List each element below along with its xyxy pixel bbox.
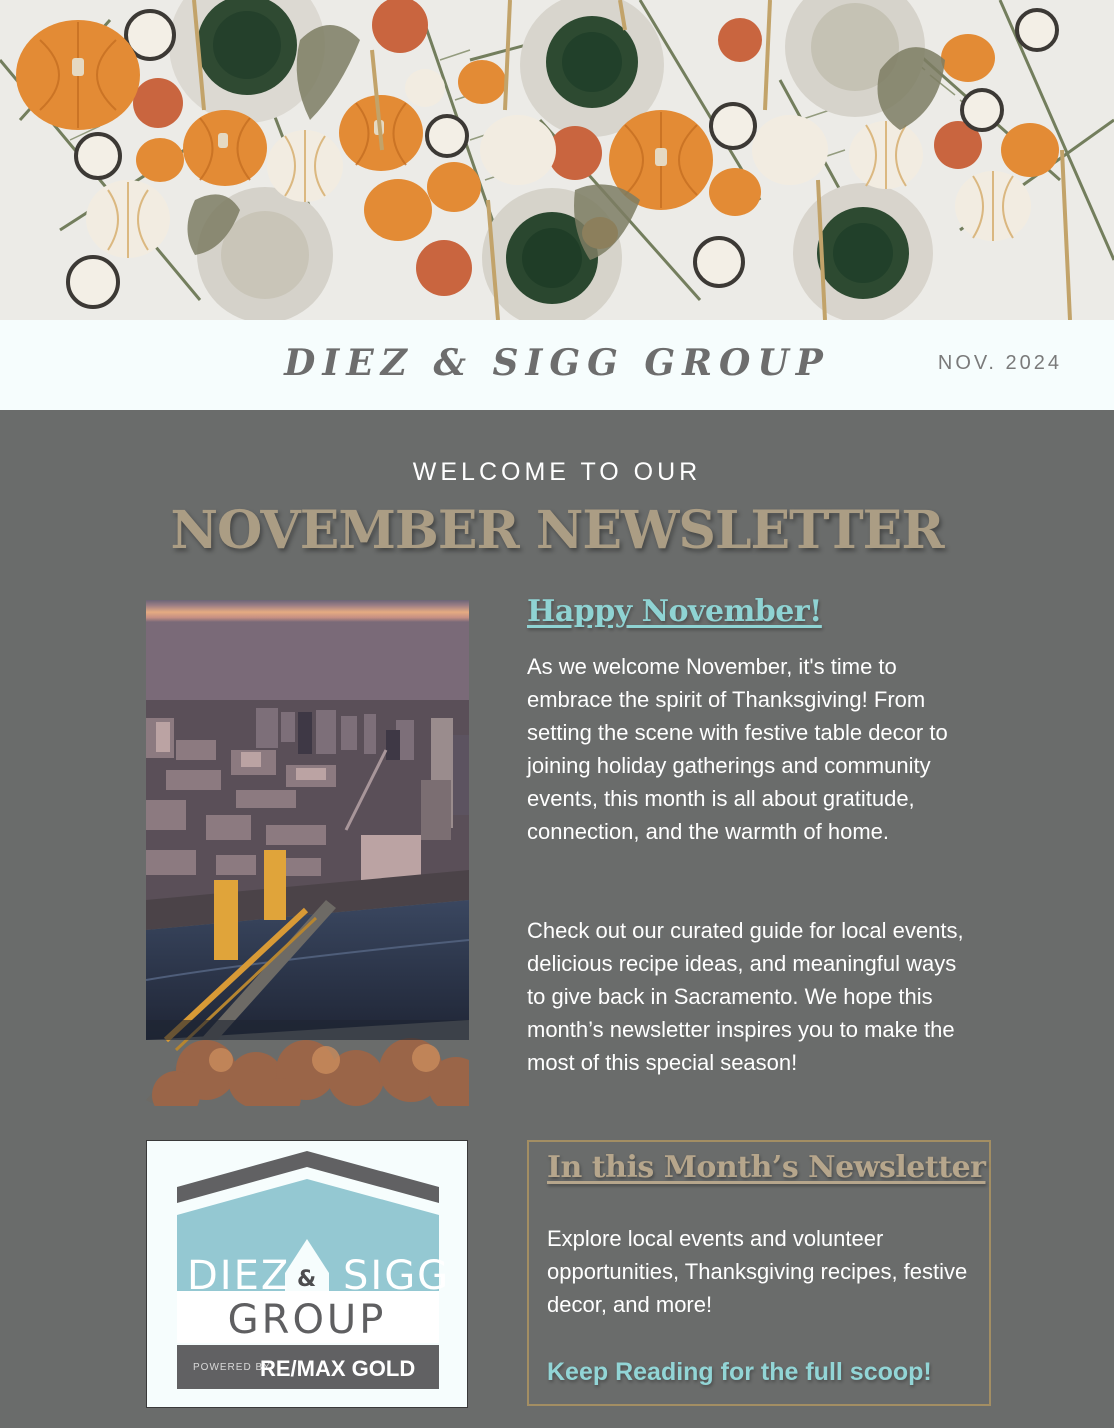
- logo-powered-by: POWERED BY: [193, 1362, 271, 1373]
- logo-word-group: GROUP: [227, 1297, 387, 1343]
- contents-summary: Explore local events and volunteer opportunities, Thanksgiving recipes, festive decor, and more!: [547, 1226, 968, 1317]
- logo-word-diez: DIEZ: [187, 1253, 291, 1299]
- brand-name: DIEZ & SIGG GROUP: [284, 342, 830, 384]
- intro-paragraph-2: Check out our curated guide for local events, delicious recipe ideas, and meaningful ways to give back in Sacramento. We hope this month’s newsletter inspires you to make the most of this special season!: [527, 918, 964, 1075]
- intro-heading: Happy November!: [527, 594, 822, 629]
- logo-remax-gold: RE/MAX GOLD: [260, 1356, 416, 1381]
- hero-thanksgiving-table-photo: [0, 0, 1114, 320]
- keep-reading-link[interactable]: Keep Reading for the full scoop!: [547, 1358, 932, 1386]
- newsletter-title: NOVEMBER NEWSLETTER: [170, 500, 944, 561]
- sacramento-city-photo: [146, 600, 469, 1106]
- logo-word-sigg: SIGG: [343, 1253, 451, 1299]
- issue-date: NOV. 2024: [937, 352, 1062, 374]
- contents-heading: In this Month’s Newsletter: [547, 1150, 986, 1185]
- logo-ampersand: &: [297, 1267, 317, 1292]
- diez-sigg-logo: [146, 1140, 468, 1408]
- intro-paragraph-1: As we welcome November, it's time to embrace the spirit of Thanksgiving! From setting the scene with festive table decor to joining holiday gatherings and community events, this month is all about gratitude, connection, and the warmth of home.: [527, 654, 948, 844]
- welcome-kicker: WELCOME TO OUR: [412, 458, 702, 486]
